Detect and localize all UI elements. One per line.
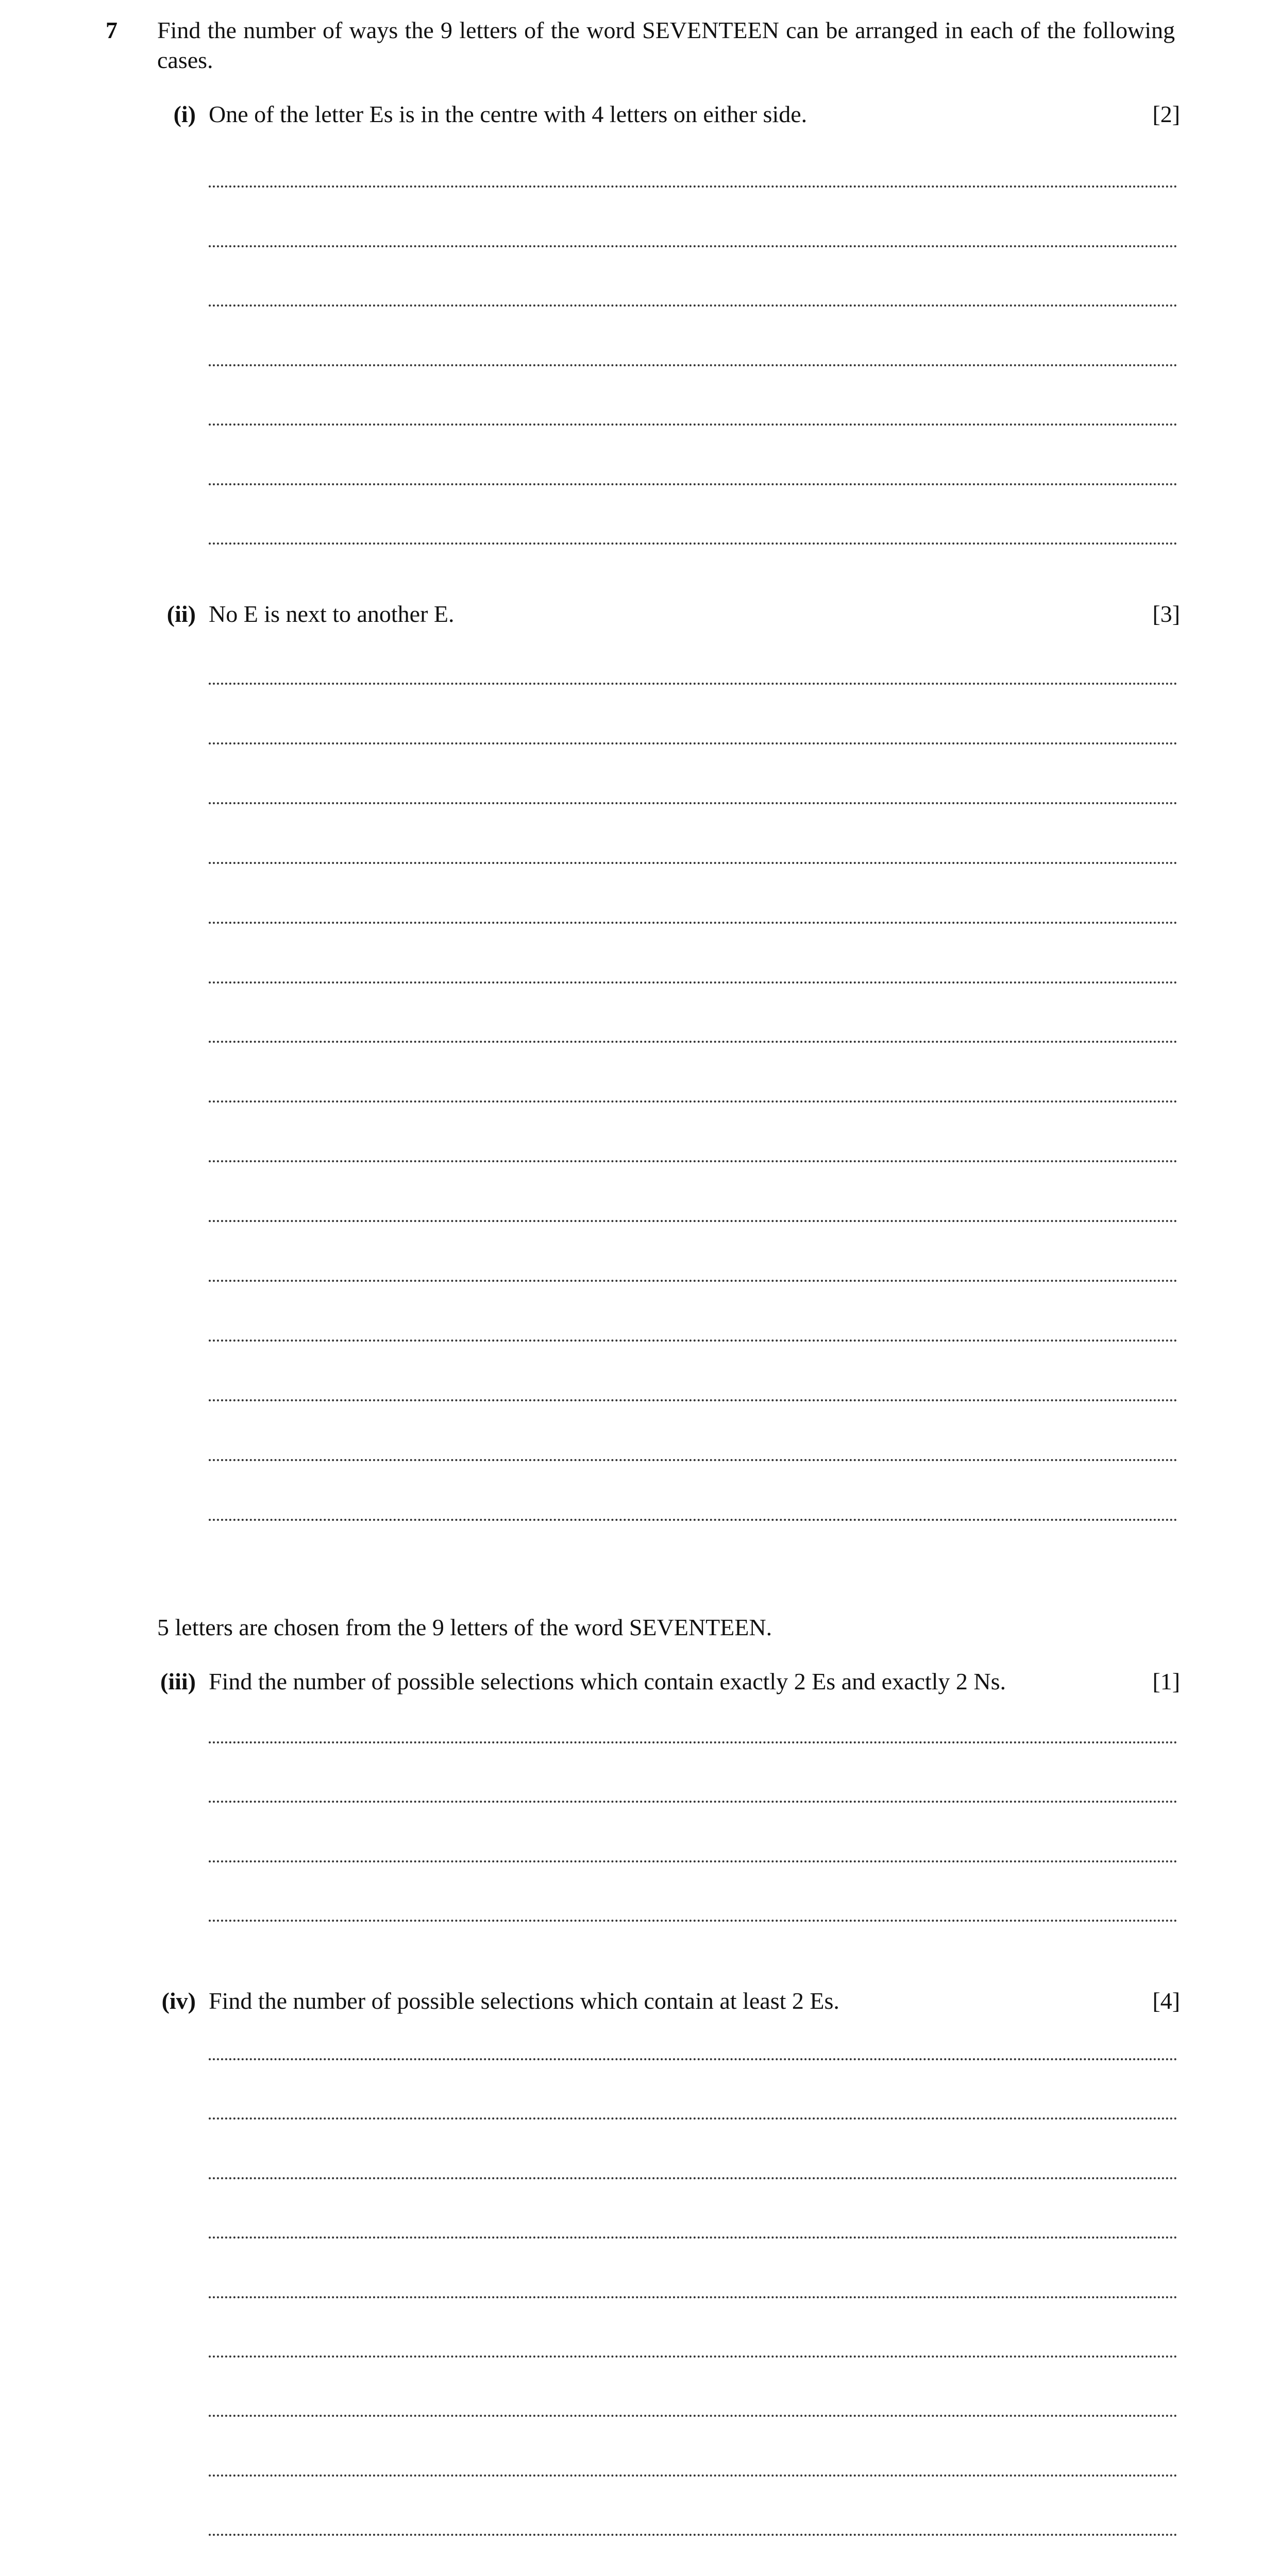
answer-line[interactable] (209, 1920, 1178, 1922)
answer-line[interactable] (209, 2177, 1178, 2179)
part-ii-text: No E is next to another E. (209, 601, 455, 627)
answer-line[interactable] (209, 742, 1178, 744)
answer-line[interactable] (209, 922, 1178, 924)
answer-line[interactable] (209, 423, 1178, 426)
answer-line[interactable] (209, 1041, 1178, 1043)
answer-line[interactable] (209, 304, 1178, 307)
answer-line[interactable] (209, 2475, 1178, 2477)
answer-line[interactable] (209, 2415, 1178, 2417)
answer-line[interactable] (209, 981, 1178, 984)
part-iv-marks: [4] (1152, 1988, 1180, 2014)
answer-line[interactable] (209, 1860, 1178, 1862)
part-iv-label: (iv) (161, 1988, 196, 2014)
answer-line[interactable] (209, 1801, 1178, 1803)
answer-line[interactable] (209, 1220, 1178, 1222)
answer-line[interactable] (209, 1340, 1178, 1342)
answer-line[interactable] (209, 2058, 1178, 2060)
answer-line[interactable] (209, 683, 1178, 685)
answer-line[interactable] (209, 1741, 1178, 1743)
part-i-label: (i) (173, 101, 196, 127)
answer-line[interactable] (209, 245, 1178, 247)
part-ii-marks: [3] (1152, 601, 1180, 627)
selection-intro: 5 letters are chosen from the 9 letters of the word SEVENTEEN. (157, 1614, 772, 1640)
part-i-marks: [2] (1152, 101, 1180, 127)
answer-line[interactable] (209, 2534, 1178, 2536)
part-iii-label: (iii) (160, 1668, 196, 1694)
answer-line[interactable] (209, 1100, 1178, 1103)
answer-line[interactable] (209, 185, 1178, 188)
part-iii-marks: [1] (1152, 1668, 1180, 1694)
answer-line[interactable] (209, 1160, 1178, 1162)
part-ii-label: (ii) (166, 601, 196, 627)
answer-line[interactable] (209, 862, 1178, 864)
answer-line[interactable] (209, 2117, 1178, 2120)
part-iv-text: Find the number of possible selections which contain at least 2 Es. (209, 1988, 839, 2014)
part-iii-text: Find the number of possible selections which contain exactly 2 Es and exactly 2 Ns. (209, 1668, 1006, 1694)
answer-line[interactable] (209, 543, 1178, 545)
answer-line[interactable] (209, 2236, 1178, 2239)
answer-line[interactable] (209, 802, 1178, 804)
answer-line[interactable] (209, 1280, 1178, 1282)
answer-line[interactable] (209, 1459, 1178, 1461)
answer-line[interactable] (209, 1399, 1178, 1401)
part-i-text: One of the letter Es is in the centre with 4 letters on either side. (209, 101, 808, 127)
answer-line[interactable] (209, 2296, 1178, 2298)
question-stem: Find the number of ways the 9 letters of the word SEVENTEEN can be arranged in each of the following cases. (157, 17, 1175, 73)
answer-line[interactable] (209, 1519, 1178, 1521)
answer-line[interactable] (209, 483, 1178, 485)
question-number: 7 (106, 17, 117, 43)
answer-line[interactable] (209, 2355, 1178, 2358)
answer-line[interactable] (209, 364, 1178, 366)
